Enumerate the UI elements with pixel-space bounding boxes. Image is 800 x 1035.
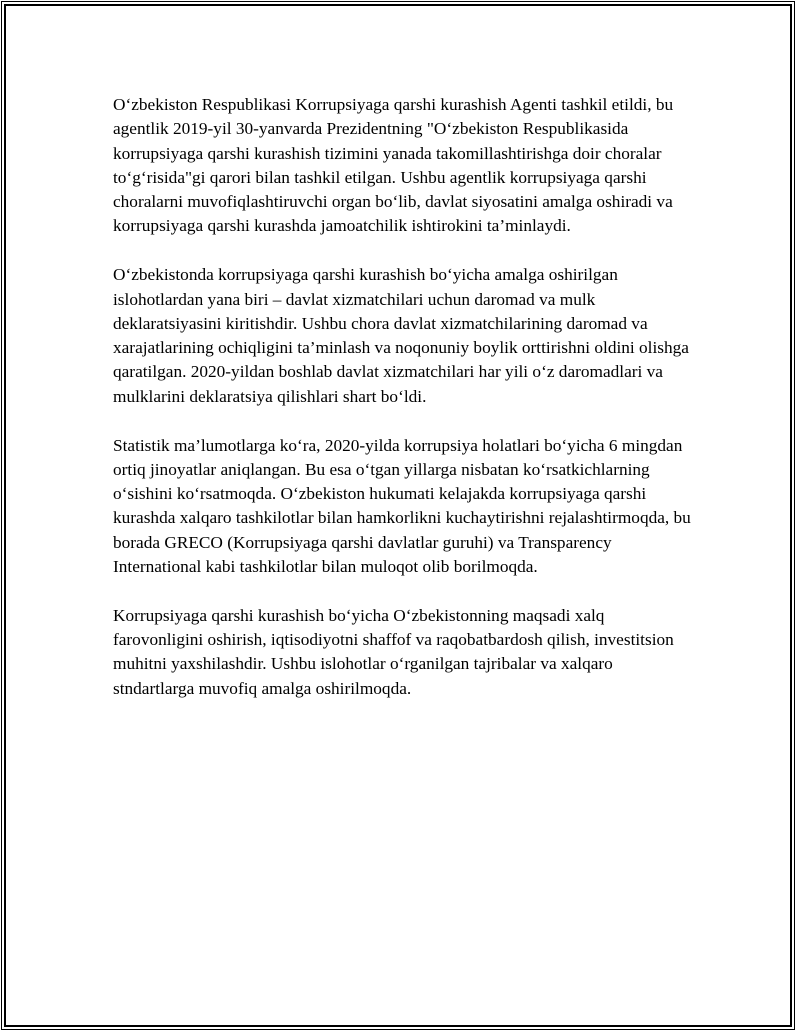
paragraph-1: O‘zbekiston Respublikasi Korrupsiyaga qarshi kurashish Agenti tashkil etildi, bu agentlik 2019-yil 30-yanvarda Prezidentning "O‘zbekiston Respublikasida korrupsiyaga qarshi kurashish tizimini yanada takomillashtirishga doir choralar to‘g‘risida"gi qarori bilan tashkil etilgan. Ushbu agentlik korrupsiyaga qarshi choralarni muvofiqlashtiruvchi organ bo‘lib, davlat siyosatini amalga oshiradi va korrupsiyaga qarshi kurashda jamoatchilik ishtirokini ta’minlaydi. — [113, 95, 674, 236]
document-body — [113, 93, 693, 726]
paragraph-3: Statistik ma’lumotlarga ko‘ra, 2020-yilda korrupsiya holatlari bo‘yicha 6 mingdan ortiq jinoyatlar aniqlangan. Bu esa o‘tgan yillarga nisbatan ko‘rsatkichlarning o‘sishini ko‘rsatmoqda. O‘zbekiston hukumati kelajakda korrupsiyaga qarshi kurashda xalqaro tashkilotlar bilan hamkorlikni kuchaytirishni rejalashtirmoqda, bu borada GRECO (Korrupsiyaga qarshi davlatlar guruhi) va Transparency International kabi tashkilotlar bilan muloqot olib borilmoqda. — [113, 435, 691, 577]
paragraph-2: O‘zbekistonda korrupsiyaga qarshi kurashish bo‘yicha amalga oshirilgan islohotlardan yana biri – davlat xizmatchilari uchun daromad va mulk deklaratsiyasini kiritishdir. Ushbu chora davlat xizmatchilarining daromad va xarajatlarining ochiqligini ta’minlash va noqonuniy boylik orttirishni oldini olishga qaratilgan. 2020-yildan boshlab davlat xizmatchilari har yili o‘z daromadlari va mulklarini deklaratsiya qilishlari shart bo‘ldi. — [113, 265, 689, 406]
paragraph-4: Korrupsiyaga qarshi kurashish bo‘yicha O‘zbekistonning maqsadi xalq farovonligini oshirish, iqtisodiyotni shaffof va raqobatbardosh qilish, investitsion muhitni yaxshilashdir. Ushbu islohotlar o‘rganilgan tajribalar va xalqaro stndartlarga muvofiq amalga oshirilmoqda. — [113, 605, 674, 698]
